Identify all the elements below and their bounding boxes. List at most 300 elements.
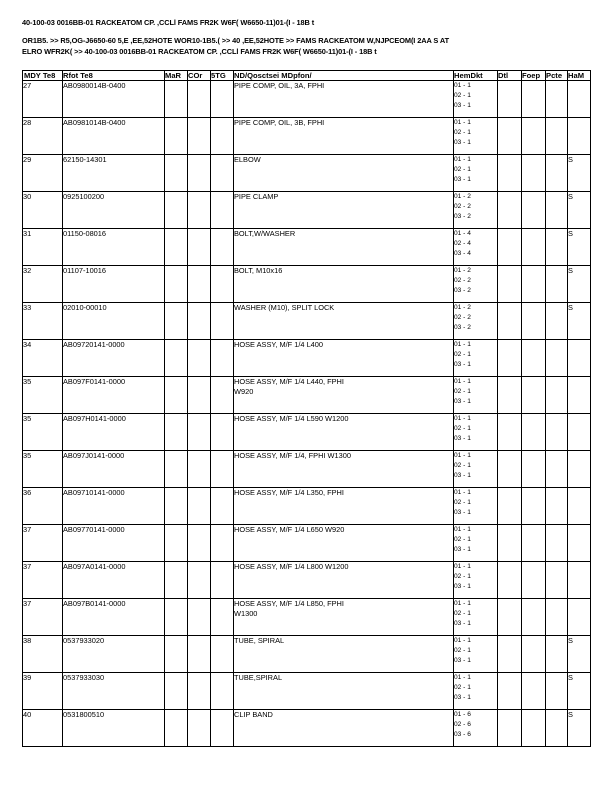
cell-pcte <box>546 413 568 450</box>
quantity-line: 02 - 1 <box>454 535 471 543</box>
quantity-line: 03 - 1 <box>454 582 471 590</box>
table-row[interactable] <box>23 524 591 561</box>
cell-description <box>234 709 454 746</box>
cell-dtl <box>498 672 522 709</box>
cell-description <box>234 598 454 635</box>
cell-quantity <box>454 228 498 265</box>
cell-5tg <box>211 339 234 376</box>
cell-mar <box>165 228 188 265</box>
description-line: W1300 <box>234 609 258 619</box>
column-header-cor: COr <box>188 70 211 80</box>
cell-ham-flag <box>568 450 591 487</box>
description-line: WASHER (M10), SPLIT LOCK <box>234 302 335 312</box>
cell-5tg <box>211 228 234 265</box>
cell-dtl <box>498 635 522 672</box>
cell-foep <box>522 228 546 265</box>
header-line-3: ELRO WFR2K( >> 40-100-03 0016BB-01 RACKEATOM CP. ,CCLl FAMS FR2K W6F( W6650-11)01-(I - 18B t <box>22 46 377 56</box>
table-row[interactable] <box>23 339 591 376</box>
cell-dtl <box>498 524 522 561</box>
cell-mar <box>165 302 188 339</box>
cell-part-number: 0537933020 <box>63 635 165 672</box>
cell-foep <box>522 450 546 487</box>
cell-quantity <box>454 265 498 302</box>
column-header-part: Rfot Te8 <box>63 70 165 80</box>
cell-description <box>234 117 454 154</box>
quantity-line: 03 - 1 <box>454 434 471 442</box>
cell-pcte <box>546 487 568 524</box>
column-header-item: MDY Te8 <box>23 70 63 80</box>
cell-pcte <box>546 265 568 302</box>
quantity-line: 02 - 2 <box>454 313 471 321</box>
cell-part-number: AB0980014B-0400 <box>63 80 165 117</box>
quantity-line: 03 - 2 <box>454 323 471 331</box>
cell-cor <box>188 672 211 709</box>
cell-quantity <box>454 561 498 598</box>
quantity-line: 02 - 1 <box>454 387 471 395</box>
table-row[interactable] <box>23 80 591 117</box>
cell-part-number: AB097H0141-0000 <box>63 413 165 450</box>
cell-5tg <box>211 450 234 487</box>
cell-item-number: 40 <box>23 709 63 746</box>
cell-mar <box>165 117 188 154</box>
cell-part-number: AB097J0141-0000 <box>63 450 165 487</box>
quantity-line: 01 - 2 <box>454 303 471 311</box>
cell-5tg <box>211 672 234 709</box>
table-header <box>23 70 591 80</box>
cell-5tg <box>211 302 234 339</box>
cell-foep <box>522 598 546 635</box>
cell-quantity <box>454 598 498 635</box>
cell-part-number: AB09720141-0000 <box>63 339 165 376</box>
cell-cor <box>188 265 211 302</box>
cell-item-number: 38 <box>23 635 63 672</box>
quantity-line: 02 - 1 <box>454 461 471 469</box>
cell-mar <box>165 339 188 376</box>
cell-foep <box>522 154 546 191</box>
cell-quantity <box>454 672 498 709</box>
cell-cor <box>188 561 211 598</box>
quantity-line: 01 - 1 <box>454 118 471 126</box>
cell-description <box>234 561 454 598</box>
cell-cor <box>188 524 211 561</box>
cell-5tg <box>211 117 234 154</box>
table-row[interactable] <box>23 191 591 228</box>
cell-ham-flag: S <box>568 672 591 709</box>
cell-foep <box>522 709 546 746</box>
cell-pcte <box>546 339 568 376</box>
quantity-line: 01 - 1 <box>454 562 471 570</box>
cell-part-number: 01107-10016 <box>63 265 165 302</box>
quantity-line: 01 - 2 <box>454 192 471 200</box>
table-row[interactable] <box>23 487 591 524</box>
cell-dtl <box>498 561 522 598</box>
column-header-foep: Foep <box>522 70 546 80</box>
column-header-quantity: HemDkt <box>454 70 498 80</box>
cell-5tg <box>211 376 234 413</box>
cell-5tg <box>211 709 234 746</box>
cell-item-number: 31 <box>23 228 63 265</box>
cell-foep <box>522 635 546 672</box>
cell-foep <box>522 191 546 228</box>
cell-cor <box>188 80 211 117</box>
cell-cor <box>188 413 211 450</box>
cell-quantity <box>454 413 498 450</box>
table-row[interactable] <box>23 635 591 672</box>
cell-dtl <box>498 376 522 413</box>
cell-5tg <box>211 80 234 117</box>
cell-pcte <box>546 561 568 598</box>
quantity-line: 02 - 1 <box>454 683 471 691</box>
cell-part-number: AB097B0141-0000 <box>63 598 165 635</box>
cell-mar <box>165 450 188 487</box>
header-line-2: OR1B5. >> R5,OG-J6650-60 5,E ,EE,52HOTE WOR10-1B5.( >> 40 ,EE,52HOTE >> FAMS RACKEATOM W,NJPCEOM(I 2AA S AT <box>22 36 449 46</box>
cell-dtl <box>498 117 522 154</box>
cell-foep <box>522 413 546 450</box>
cell-ham-flag: S <box>568 154 591 191</box>
cell-item-number: 32 <box>23 265 63 302</box>
cell-ham-flag: S <box>568 709 591 746</box>
cell-part-number: 02010-00010 <box>63 302 165 339</box>
column-header-ham: HaM <box>568 70 591 80</box>
cell-quantity <box>454 191 498 228</box>
cell-5tg <box>211 265 234 302</box>
cell-dtl <box>498 191 522 228</box>
cell-quantity <box>454 450 498 487</box>
cell-cor <box>188 339 211 376</box>
cell-pcte <box>546 635 568 672</box>
cell-description <box>234 154 454 191</box>
quantity-line: 01 - 1 <box>454 414 471 422</box>
quantity-line: 01 - 1 <box>454 599 471 607</box>
quantity-line: 02 - 1 <box>454 350 471 358</box>
cell-cor <box>188 487 211 524</box>
column-header-description: ND/Qosctsei MDpfon/ <box>234 70 454 80</box>
quantity-line: 03 - 1 <box>454 656 471 664</box>
cell-ham-flag <box>568 339 591 376</box>
description-line: HOSE ASSY, M/F 1/4 L850, FPHI <box>234 598 344 608</box>
cell-ham-flag <box>568 413 591 450</box>
cell-ham-flag <box>568 117 591 154</box>
cell-5tg <box>211 487 234 524</box>
table-row[interactable] <box>23 228 591 265</box>
cell-cor <box>188 302 211 339</box>
table-row[interactable] <box>23 413 591 450</box>
cell-quantity <box>454 635 498 672</box>
cell-cor <box>188 117 211 154</box>
quantity-line: 01 - 1 <box>454 377 471 385</box>
cell-mar <box>165 561 188 598</box>
cell-mar <box>165 709 188 746</box>
quantity-line: 03 - 1 <box>454 619 471 627</box>
cell-cor <box>188 228 211 265</box>
cell-item-number: 35 <box>23 376 63 413</box>
quantity-line: 03 - 1 <box>454 138 471 146</box>
quantity-line: 02 - 1 <box>454 572 471 580</box>
cell-ham-flag: S <box>568 265 591 302</box>
cell-cor <box>188 635 211 672</box>
cell-foep <box>522 339 546 376</box>
cell-mar <box>165 598 188 635</box>
cell-mar <box>165 672 188 709</box>
cell-ham-flag: S <box>568 302 591 339</box>
quantity-line: 02 - 1 <box>454 646 471 654</box>
cell-item-number: 29 <box>23 154 63 191</box>
cell-dtl <box>498 487 522 524</box>
cell-part-number: AB097A0141-0000 <box>63 561 165 598</box>
cell-dtl <box>498 598 522 635</box>
cell-item-number: 39 <box>23 672 63 709</box>
cell-part-number: 01150-08016 <box>63 228 165 265</box>
description-line: HOSE ASSY, M/F 1/4 L400 <box>234 339 324 349</box>
quantity-line: 02 - 1 <box>454 128 471 136</box>
cell-cor <box>188 376 211 413</box>
quantity-line: 03 - 1 <box>454 545 471 553</box>
cell-description <box>234 450 454 487</box>
quantity-line: 01 - 1 <box>454 525 471 533</box>
cell-mar <box>165 191 188 228</box>
quantity-line: 03 - 1 <box>454 175 471 183</box>
cell-mar <box>165 524 188 561</box>
quantity-line: 01 - 1 <box>454 155 471 163</box>
cell-mar <box>165 413 188 450</box>
cell-pcte <box>546 709 568 746</box>
cell-dtl <box>498 302 522 339</box>
cell-ham-flag <box>568 376 591 413</box>
cell-item-number: 27 <box>23 80 63 117</box>
quantity-line: 03 - 1 <box>454 508 471 516</box>
cell-foep <box>522 561 546 598</box>
cell-pcte <box>546 450 568 487</box>
quantity-line: 03 - 1 <box>454 693 471 701</box>
cell-pcte <box>546 524 568 561</box>
cell-ham-flag: S <box>568 635 591 672</box>
cell-ham-flag <box>568 487 591 524</box>
quantity-line: 03 - 6 <box>454 730 471 738</box>
cell-quantity <box>454 524 498 561</box>
quantity-line: 03 - 1 <box>454 471 471 479</box>
cell-foep <box>522 302 546 339</box>
cell-cor <box>188 709 211 746</box>
cell-dtl <box>498 709 522 746</box>
cell-description <box>234 672 454 709</box>
cell-quantity <box>454 302 498 339</box>
cell-mar <box>165 80 188 117</box>
cell-ham-flag <box>568 561 591 598</box>
cell-description <box>234 413 454 450</box>
cell-item-number: 33 <box>23 302 63 339</box>
quantity-line: 01 - 6 <box>454 710 471 718</box>
cell-item-number: 28 <box>23 117 63 154</box>
cell-pcte <box>546 154 568 191</box>
table-row[interactable] <box>23 561 591 598</box>
cell-item-number: 37 <box>23 524 63 561</box>
cell-part-number: AB09710141-0000 <box>63 487 165 524</box>
cell-5tg <box>211 191 234 228</box>
quantity-line: 01 - 2 <box>454 266 471 274</box>
description-line: PIPE COMP, OIL, 3A, FPHI <box>234 80 325 90</box>
description-line: HOSE ASSY, M/F 1/4 L590 W1200 <box>234 413 349 423</box>
cell-dtl <box>498 154 522 191</box>
cell-description <box>234 376 454 413</box>
quantity-line: 01 - 1 <box>454 488 471 496</box>
description-line: HOSE ASSY, M/F 1/4 L800 W1200 <box>234 561 349 571</box>
cell-5tg <box>211 598 234 635</box>
column-header-5tg: 5TG <box>211 70 234 80</box>
cell-pcte <box>546 117 568 154</box>
quantity-line: 03 - 1 <box>454 360 471 368</box>
cell-5tg <box>211 561 234 598</box>
quantity-line: 01 - 1 <box>454 340 471 348</box>
quantity-line: 03 - 4 <box>454 249 471 257</box>
quantity-line: 02 - 1 <box>454 165 471 173</box>
description-line: TUBE, SPIRAL <box>234 635 285 645</box>
cell-part-number: 0531800510 <box>63 709 165 746</box>
column-header-dtl: Dtl <box>498 70 522 80</box>
table-row[interactable] <box>23 302 591 339</box>
quantity-line: 02 - 4 <box>454 239 471 247</box>
cell-pcte <box>546 228 568 265</box>
cell-description <box>234 524 454 561</box>
cell-part-number: 0537933030 <box>63 672 165 709</box>
cell-foep <box>522 117 546 154</box>
table-header-row <box>23 70 591 80</box>
cell-quantity <box>454 80 498 117</box>
quantity-line: 02 - 1 <box>454 424 471 432</box>
cell-foep <box>522 265 546 302</box>
cell-pcte <box>546 598 568 635</box>
cell-item-number: 36 <box>23 487 63 524</box>
description-line: HOSE ASSY, M/F 1/4, FPHI W1300 <box>234 450 351 460</box>
cell-dtl <box>498 339 522 376</box>
quantity-line: 02 - 2 <box>454 202 471 210</box>
quantity-line: 03 - 1 <box>454 101 471 109</box>
cell-description <box>234 635 454 672</box>
cell-5tg <box>211 524 234 561</box>
cell-item-number: 37 <box>23 561 63 598</box>
table-body <box>23 80 591 746</box>
cell-item-number: 34 <box>23 339 63 376</box>
cell-mar <box>165 487 188 524</box>
description-line: W920 <box>234 387 254 397</box>
cell-foep <box>522 524 546 561</box>
cell-pcte <box>546 302 568 339</box>
cell-part-number: 0925100200 <box>63 191 165 228</box>
cell-description <box>234 339 454 376</box>
quantity-line: 03 - 1 <box>454 397 471 405</box>
cell-description <box>234 302 454 339</box>
cell-foep <box>522 80 546 117</box>
table-row[interactable] <box>23 450 591 487</box>
quantity-line: 01 - 4 <box>454 229 471 237</box>
cell-quantity <box>454 339 498 376</box>
quantity-line: 03 - 2 <box>454 212 471 220</box>
cell-item-number: 35 <box>23 450 63 487</box>
cell-mar <box>165 376 188 413</box>
cell-5tg <box>211 635 234 672</box>
description-line: PIPE COMP, OIL, 3B, FPHI <box>234 117 325 127</box>
cell-mar <box>165 635 188 672</box>
description-line: HOSE ASSY, M/F 1/4 L350, FPHI <box>234 487 344 497</box>
quantity-line: 02 - 1 <box>454 91 471 99</box>
cell-dtl <box>498 413 522 450</box>
description-line: ELBOW <box>234 154 261 164</box>
cell-quantity <box>454 154 498 191</box>
cell-cor <box>188 450 211 487</box>
cell-item-number: 37 <box>23 598 63 635</box>
cell-cor <box>188 154 211 191</box>
cell-pcte <box>546 80 568 117</box>
quantity-line: 01 - 1 <box>454 451 471 459</box>
cell-foep <box>522 672 546 709</box>
column-header-pcte: Pcte <box>546 70 568 80</box>
cell-description <box>234 191 454 228</box>
quantity-line: 01 - 1 <box>454 81 471 89</box>
column-header-mar: MaR <box>165 70 188 80</box>
cell-part-number: AB0981014B-0400 <box>63 117 165 154</box>
cell-cor <box>188 191 211 228</box>
cell-dtl <box>498 450 522 487</box>
cell-quantity <box>454 709 498 746</box>
description-line: BOLT, M10x16 <box>234 265 283 275</box>
cell-quantity <box>454 487 498 524</box>
table-row[interactable] <box>23 117 591 154</box>
cell-pcte <box>546 191 568 228</box>
cell-ham-flag: S <box>568 228 591 265</box>
quantity-line: 03 - 2 <box>454 286 471 294</box>
cell-dtl <box>498 265 522 302</box>
quantity-line: 01 - 1 <box>454 673 471 681</box>
cell-foep <box>522 376 546 413</box>
header-line-1: 40-100-03 0016BB-01 RACKEATOM CP. ,CCLl FAMS FR2K W6F( W6650-11)01-(I - 18B t <box>22 18 315 27</box>
table-row[interactable] <box>23 672 591 709</box>
cell-dtl <box>498 228 522 265</box>
description-line: TUBE,SPIRAL <box>234 672 283 682</box>
cell-5tg <box>211 413 234 450</box>
header-block-primary <box>22 18 590 27</box>
description-line: PIPE CLAMP <box>234 191 279 201</box>
quantity-line: 02 - 1 <box>454 609 471 617</box>
cell-ham-flag <box>568 524 591 561</box>
cell-mar <box>165 154 188 191</box>
table-row[interactable] <box>23 376 591 413</box>
description-line: BOLT,W/WASHER <box>234 228 296 238</box>
cell-ham-flag: S <box>568 191 591 228</box>
cell-quantity <box>454 117 498 154</box>
quantity-line: 01 - 1 <box>454 636 471 644</box>
cell-description <box>234 228 454 265</box>
description-line: HOSE ASSY, M/F 1/4 L650 W920 <box>234 524 345 534</box>
table-row[interactable] <box>23 709 591 746</box>
cell-part-number: 62150-14301 <box>63 154 165 191</box>
cell-description <box>234 265 454 302</box>
table-row[interactable] <box>23 265 591 302</box>
cell-dtl <box>498 80 522 117</box>
table-row[interactable] <box>23 598 591 635</box>
cell-description <box>234 80 454 117</box>
quantity-line: 02 - 2 <box>454 276 471 284</box>
cell-pcte <box>546 672 568 709</box>
quantity-line: 02 - 6 <box>454 720 471 728</box>
cell-ham-flag <box>568 80 591 117</box>
table-row[interactable] <box>23 154 591 191</box>
cell-quantity <box>454 376 498 413</box>
cell-5tg <box>211 154 234 191</box>
cell-mar <box>165 265 188 302</box>
cell-pcte <box>546 376 568 413</box>
quantity-line: 02 - 1 <box>454 498 471 506</box>
description-line: HOSE ASSY, M/F 1/4 L440, FPHI <box>234 376 344 386</box>
cell-foep <box>522 487 546 524</box>
